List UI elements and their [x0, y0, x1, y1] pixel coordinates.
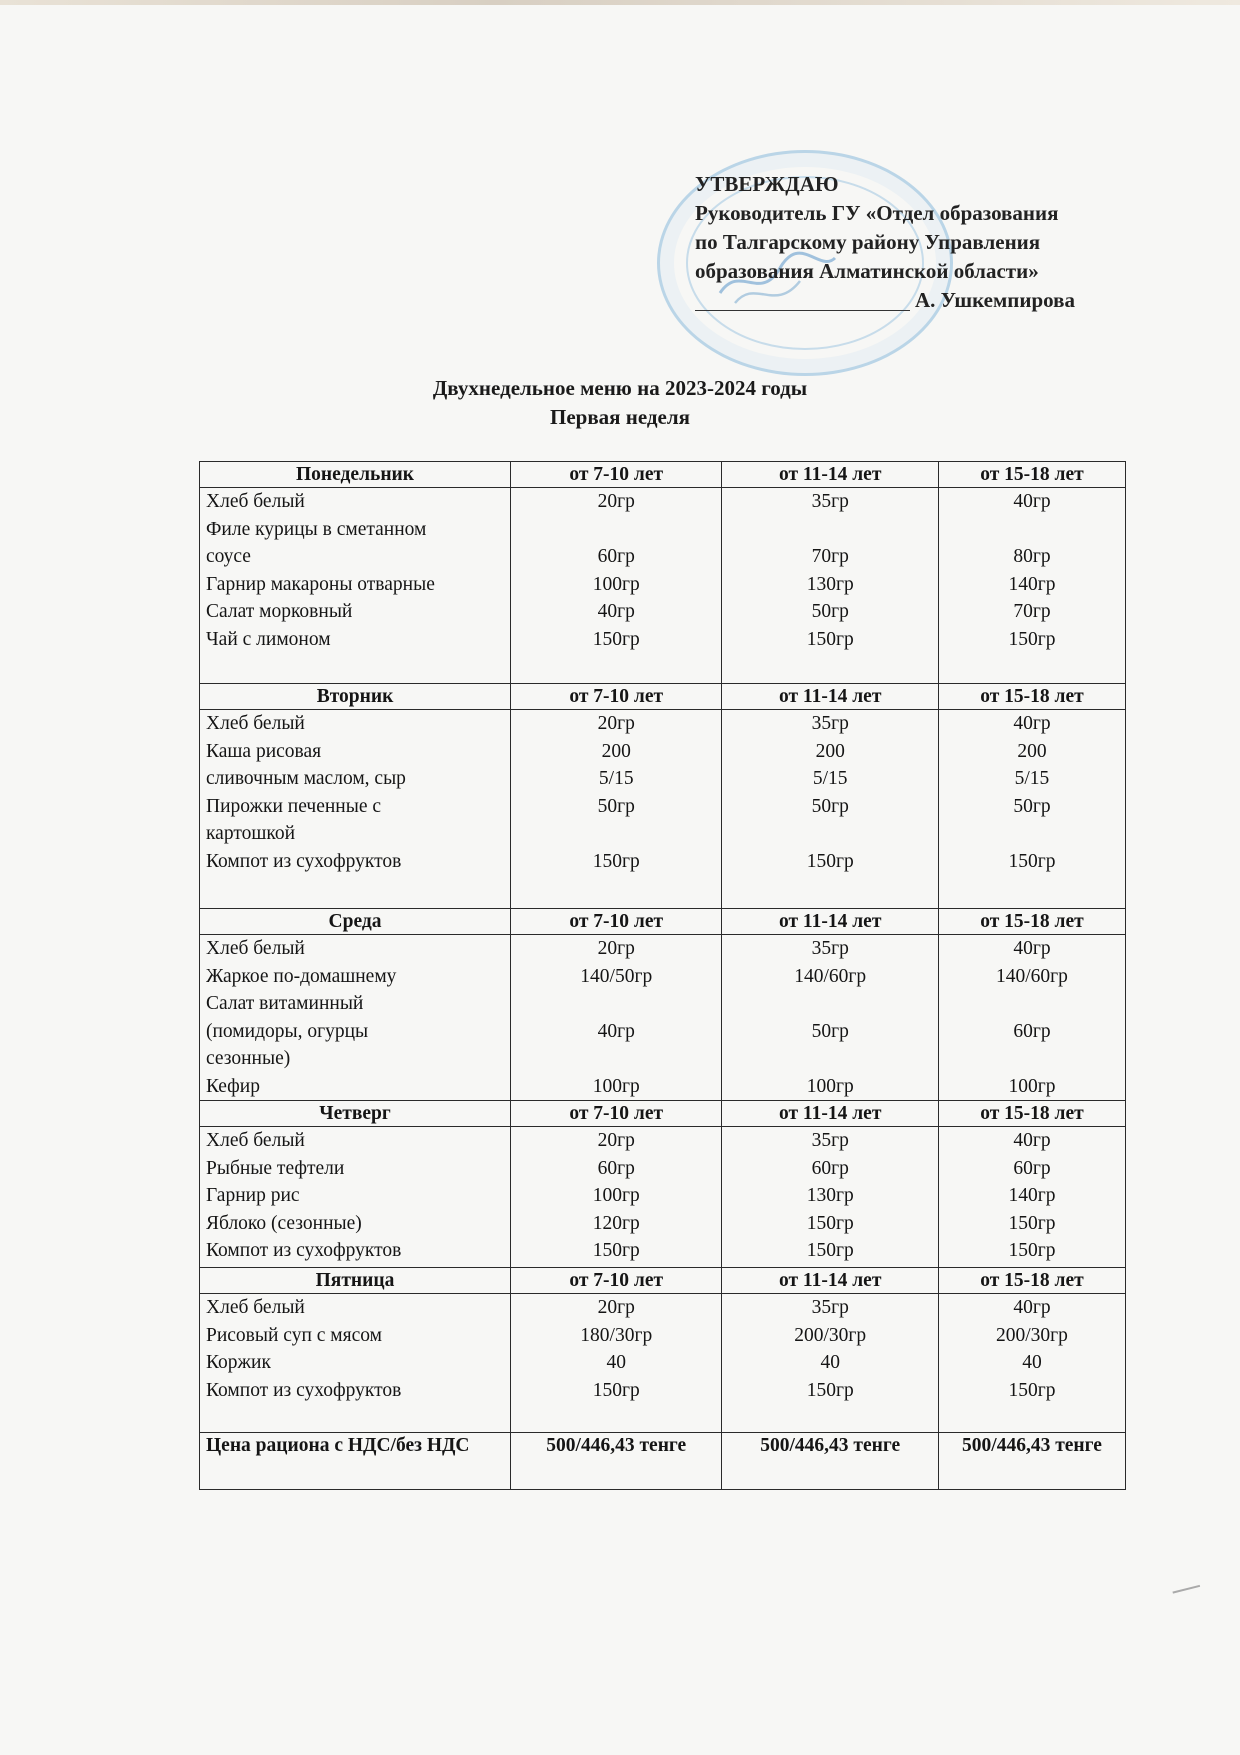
dish-list — [200, 1294, 511, 1433]
dish-line: Каша рисовая — [206, 740, 322, 762]
portion-column — [722, 1294, 939, 1433]
portion-value — [945, 820, 1119, 848]
portion-value: 200 — [1017, 740, 1047, 762]
portion-value — [517, 820, 715, 848]
portion-value — [728, 990, 932, 1018]
portion-value: 120гр — [592, 1212, 640, 1234]
dish-line: Коржик — [206, 1352, 271, 1373]
portion-value: 140гр — [1008, 573, 1056, 595]
portion-value: 40гр — [1013, 713, 1051, 734]
portion-value: 50гр — [811, 795, 849, 817]
portion-value: 35гр — [811, 1130, 849, 1151]
portion-value: 100гр — [592, 1185, 640, 1206]
portion-value: 100гр — [1008, 1075, 1056, 1097]
approval-title: УТВЕРЖДАЮ — [695, 172, 839, 196]
dish-line: сезонные) — [206, 1048, 291, 1069]
age-group-header: от 15-18 лет — [938, 1101, 1125, 1127]
portion-value: 50гр — [1013, 795, 1051, 817]
day-header-row — [200, 462, 1126, 488]
portion-column — [938, 935, 1125, 1101]
portion-value: 40 — [820, 1352, 840, 1373]
day-header-row — [200, 1268, 1126, 1294]
portion-value: 200/30гр — [794, 1324, 867, 1346]
portion-value: 150гр — [592, 850, 640, 872]
approval-position-line: Руководитель ГУ «Отдел образования — [695, 201, 1059, 225]
portion-value: 35гр — [811, 938, 849, 959]
portion-value — [728, 820, 932, 848]
dish-line: Салат витаминный — [206, 993, 364, 1014]
dish-line: Компот из сухофруктов — [206, 1240, 402, 1261]
portion-value: 100гр — [592, 1075, 640, 1097]
signature-line — [695, 310, 910, 311]
age-group-header: от 11-14 лет — [722, 1101, 939, 1127]
day-menu-row — [200, 1294, 1126, 1433]
portion-value: 200/30гр — [996, 1324, 1068, 1346]
dish-line: Гарнир рис — [206, 1185, 300, 1206]
portion-value: 150гр — [806, 1240, 854, 1261]
portion-value: 5/15 — [812, 768, 848, 789]
portion-column — [938, 488, 1125, 684]
age-group-header: от 7-10 лет — [511, 684, 722, 710]
portion-value: 40гр — [597, 1020, 635, 1042]
age-group-header: от 7-10 лет — [511, 462, 722, 488]
age-group-header: от 7-10 лет — [511, 1268, 722, 1294]
portion-value: 40 — [606, 1352, 626, 1373]
age-group-header: от 15-18 лет — [938, 684, 1125, 710]
portion-column — [511, 710, 722, 909]
portion-value — [945, 516, 1119, 544]
portion-value: 150гр — [806, 628, 854, 650]
portion-value: 140/50гр — [580, 965, 653, 987]
portion-value: 40 — [1022, 1352, 1042, 1373]
portion-value: 150гр — [806, 850, 854, 872]
portion-column — [722, 935, 939, 1101]
portion-column — [511, 488, 722, 684]
portion-value: 100гр — [592, 573, 640, 595]
portion-value: 130гр — [806, 573, 854, 595]
portion-value: 200 — [815, 740, 845, 762]
dish-line: Хлеб белый — [206, 713, 305, 734]
age-group-header: от 11-14 лет — [722, 909, 939, 935]
portion-value: 100гр — [806, 1075, 854, 1097]
portion-value: 200 — [601, 740, 631, 762]
price-label: Цена рациона с НДС/без НДС — [200, 1433, 511, 1490]
day-header-row — [200, 684, 1126, 710]
portion-value: 150гр — [592, 1379, 640, 1401]
price-value: 500/446,43 тенге — [938, 1433, 1125, 1490]
dish-list — [200, 488, 511, 684]
portion-value: 150гр — [1008, 850, 1056, 872]
portion-value: 40гр — [1013, 938, 1051, 959]
portion-value: 20гр — [597, 713, 635, 734]
portion-value: 150гр — [806, 1212, 854, 1234]
day-name: Пятница — [200, 1268, 511, 1294]
portion-value: 150гр — [592, 628, 640, 650]
portion-value: 180/30гр — [580, 1324, 653, 1346]
portion-column — [722, 488, 939, 684]
portion-value: 20гр — [597, 1297, 635, 1318]
dish-line: Кефир — [206, 1075, 260, 1097]
signature-row — [695, 286, 1135, 316]
menu-table — [199, 461, 1126, 1490]
portion-value: 35гр — [811, 713, 849, 734]
age-group-header: от 11-14 лет — [722, 684, 939, 710]
dish-line: Хлеб белый — [206, 938, 305, 959]
portion-value: 40гр — [597, 601, 635, 622]
dish-line: соусе — [206, 546, 251, 567]
portion-value: 150гр — [1008, 1379, 1056, 1401]
portion-value: 140/60гр — [794, 965, 867, 987]
day-menu-row — [200, 488, 1126, 684]
portion-value: 40гр — [1013, 1297, 1051, 1318]
dish-line: Жаркое по-домашнему — [206, 965, 397, 987]
document-heading — [0, 374, 1240, 432]
paper-mark — [1172, 1585, 1203, 1607]
portion-value: 70гр — [811, 546, 849, 567]
portion-value: 140/60гр — [996, 965, 1068, 987]
dish-line: Компот из сухофруктов — [206, 1379, 402, 1401]
day-name: Среда — [200, 909, 511, 935]
dish-line: Салат морковный — [206, 601, 353, 622]
portion-value: 40гр — [1013, 491, 1051, 512]
portion-value: 150гр — [1008, 1212, 1056, 1234]
portion-value: 130гр — [806, 1185, 854, 1206]
portion-value: 60гр — [1013, 1020, 1051, 1042]
dish-line: Чай с лимоном — [206, 628, 331, 650]
dish-line: Яблоко (сезонные) — [206, 1212, 362, 1234]
dish-line: Филе курицы в сметанном — [206, 518, 427, 540]
portion-value: 50гр — [597, 795, 635, 817]
dish-line: сливочным маслом, сыр — [206, 768, 406, 789]
menu-title: Двухнедельное меню на 2023-2024 годы — [432, 376, 808, 400]
portion-value: 35гр — [811, 491, 849, 512]
age-group-header: от 11-14 лет — [722, 1268, 939, 1294]
day-name: Вторник — [200, 684, 511, 710]
approval-position-line: образования Алматинской области» — [695, 259, 1039, 283]
portion-value: 150гр — [1008, 628, 1056, 650]
portion-value: 150гр — [592, 1240, 640, 1261]
portion-value — [945, 1045, 1119, 1073]
portion-value — [728, 1045, 932, 1073]
dish-line: Рыбные тефтели — [206, 1157, 345, 1179]
portion-column — [511, 935, 722, 1101]
portion-value: 140гр — [1008, 1185, 1056, 1206]
portion-value: 50гр — [811, 1020, 849, 1042]
portion-value: 80гр — [1013, 546, 1051, 567]
portion-column — [511, 1294, 722, 1433]
portion-value — [728, 516, 932, 544]
age-group-header: от 7-10 лет — [511, 909, 722, 935]
portion-value: 70гр — [1013, 601, 1051, 622]
day-menu-row — [200, 1127, 1126, 1268]
portion-value: 5/15 — [1014, 768, 1050, 789]
portion-value: 20гр — [597, 491, 635, 512]
day-header-row — [200, 1101, 1126, 1127]
portion-column — [722, 710, 939, 909]
week-subtitle: Первая неделя — [549, 405, 691, 429]
age-group-header: от 15-18 лет — [938, 1268, 1125, 1294]
dish-list — [200, 710, 511, 909]
price-row — [200, 1433, 1126, 1490]
dish-line: Хлеб белый — [206, 1297, 305, 1318]
portion-value — [517, 1045, 715, 1073]
dish-line: Компот из сухофруктов — [206, 850, 402, 872]
portion-value: 60гр — [597, 1157, 635, 1179]
portion-value: 150гр — [806, 1379, 854, 1401]
portion-column — [722, 1127, 939, 1268]
portion-value: 20гр — [597, 1130, 635, 1151]
portion-value — [517, 516, 715, 544]
portion-value: 35гр — [811, 1297, 849, 1318]
dish-line: картошкой — [206, 823, 296, 844]
page-top-edge — [0, 0, 1240, 5]
portion-value — [945, 990, 1119, 1018]
signer-name: А. Ушкемпирова — [915, 288, 1075, 312]
portion-value: 60гр — [597, 546, 635, 567]
portion-value: 60гр — [1013, 1157, 1051, 1179]
portion-column — [511, 1127, 722, 1268]
dish-list — [200, 1127, 511, 1268]
portion-value: 60гр — [811, 1157, 849, 1179]
day-menu-row — [200, 710, 1126, 909]
dish-line: Пирожки печенные с — [206, 795, 382, 817]
dish-line: Рисовый суп с мясом — [206, 1324, 382, 1346]
portion-column — [938, 1127, 1125, 1268]
dish-line: Хлеб белый — [206, 1130, 305, 1151]
portion-value: 150гр — [1008, 1240, 1056, 1261]
price-value: 500/446,43 тенге — [511, 1433, 722, 1490]
portion-column — [938, 710, 1125, 909]
day-name: Понедельник — [200, 462, 511, 488]
age-group-header: от 7-10 лет — [511, 1101, 722, 1127]
price-value: 500/446,43 тенге — [722, 1433, 939, 1490]
age-group-header: от 15-18 лет — [938, 909, 1125, 935]
age-group-header: от 15-18 лет — [938, 462, 1125, 488]
dish-list — [200, 935, 511, 1101]
dish-line: Гарнир макароны отварные — [206, 573, 435, 595]
day-header-row — [200, 909, 1126, 935]
age-group-header: от 11-14 лет — [722, 462, 939, 488]
portion-column — [938, 1294, 1125, 1433]
day-menu-row — [200, 935, 1126, 1101]
approval-block — [695, 170, 1135, 316]
approval-position-line: по Талгарскому району Управления — [695, 230, 1041, 254]
dish-line: (помидоры, огурцы — [206, 1020, 369, 1042]
portion-value: 50гр — [811, 601, 849, 622]
portion-value — [517, 990, 715, 1018]
portion-value: 40гр — [1013, 1130, 1051, 1151]
portion-value: 20гр — [597, 938, 635, 959]
portion-value: 5/15 — [598, 768, 634, 789]
day-name: Четверг — [200, 1101, 511, 1127]
dish-line: Хлеб белый — [206, 491, 305, 512]
